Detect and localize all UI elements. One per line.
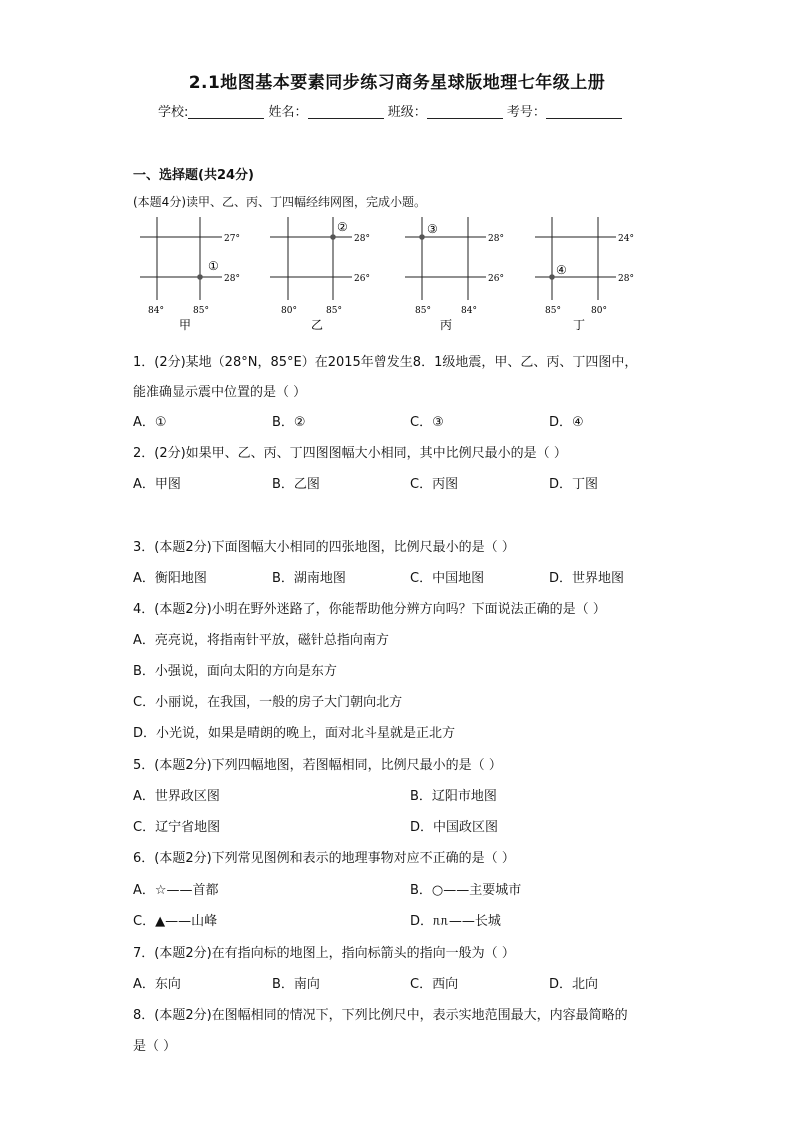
q2-option-b[interactable]: B．乙图 [272, 477, 320, 492]
q4-option-a[interactable]: A．亮亮说，将指南针平放，磁针总指向南方 [133, 633, 389, 648]
q1-option-c[interactable]: C．③ [410, 415, 444, 430]
location-dot [549, 274, 555, 280]
intro-text: (本题4分)读甲、乙、丙、丁四幅经纬网图，完成小题。 [133, 195, 427, 209]
exam-no-label: 考号： [506, 105, 546, 120]
long-label: 85° [545, 306, 561, 316]
marker-label: ③ [427, 222, 438, 236]
q4-option-c[interactable]: C．小丽说，在我国，一般的房子大门朝向北方 [133, 695, 403, 710]
q2-option-d[interactable]: D．丁图 [549, 477, 599, 492]
q6-option-d[interactable]: D．ᥰᥰ——长城 [410, 914, 501, 929]
marker-label: ② [337, 220, 348, 234]
location-dot [197, 274, 203, 280]
section-title: 一、选择题(共24分) [133, 168, 254, 183]
q4-option-d[interactable]: D．小光说，如果是晴朗的晚上，面对北斗星就是正北方 [133, 726, 456, 741]
long-label: 84° [461, 306, 477, 316]
question-2-text: 2．(2分)如果甲、乙、丙、丁四图图幅大小相同，其中比例尺最小的是（ ） [133, 446, 567, 461]
lat-label: 26° [354, 274, 370, 284]
question-1-text-cont: 能准确显示震中位置的是（ ） [133, 385, 307, 400]
q7-option-c[interactable]: C．西向 [410, 977, 459, 992]
figure-name: 乙 [311, 318, 324, 332]
lat-long-grids [130, 212, 650, 334]
lat-label: 28° [224, 274, 240, 284]
q4-option-b[interactable]: B．小强说，面向太阳的方向是东方 [133, 664, 337, 679]
lat-label: 26° [488, 274, 504, 284]
name-field[interactable] [308, 104, 384, 119]
q7-option-a[interactable]: A．东向 [133, 977, 181, 992]
grid-figure-jia [140, 217, 240, 332]
class-label: 班级： [387, 105, 427, 120]
question-8-text-cont: 是（ ） [133, 1039, 177, 1054]
exam-no-field[interactable] [546, 104, 622, 119]
q5-option-a[interactable]: A．世界政区图 [133, 789, 220, 804]
marker-label: ④ [556, 263, 567, 277]
name-label: 姓名： [268, 105, 308, 120]
q1-option-d[interactable]: D．④ [549, 415, 584, 430]
student-info-row [158, 101, 622, 120]
long-label: 85° [415, 306, 431, 316]
q5-option-d[interactable]: D．中国政区图 [410, 820, 499, 835]
lat-label: 27° [224, 234, 240, 244]
school-field[interactable] [188, 104, 264, 119]
q3-option-a[interactable]: A．衡阳地图 [133, 571, 207, 586]
lat-label: 24° [618, 234, 634, 244]
long-label: 85° [193, 306, 209, 316]
q7-option-b[interactable]: B．南向 [272, 977, 320, 992]
q2-option-c[interactable]: C．丙图 [410, 477, 459, 492]
school-label: 学校: [158, 105, 189, 120]
long-label: 80° [281, 306, 297, 316]
grid-figure-yi [270, 217, 370, 332]
q6-option-a[interactable]: A．☆——首都 [133, 883, 219, 898]
location-dot [330, 234, 336, 240]
q5-option-b[interactable]: B．辽阳市地图 [410, 789, 497, 804]
q5-option-c[interactable]: C．辽宁省地图 [133, 820, 221, 835]
q1-option-b[interactable]: B．② [272, 415, 306, 430]
long-label: 80° [591, 306, 607, 316]
q3-option-d[interactable]: D．世界地图 [549, 571, 625, 586]
lat-label: 28° [354, 234, 370, 244]
marker-label: ① [208, 259, 219, 273]
question-1-text: 1．(2分)某地（28°N，85°E）在2015年曾发生8．1级地震，甲、乙、丙、丁四图中， [133, 355, 638, 370]
question-7-text: 7．(本题2分)在有指向标的地图上，指向标箭头的指向一般为（ ） [133, 946, 515, 961]
question-4-text: 4．(本题2分)小明在野外迷路了，你能帮助他分辨方向吗？下面说法正确的是（ ） [133, 602, 606, 617]
document-title: 2.1地图基本要素同步练习商务星球版地理七年级上册 [188, 73, 606, 93]
q1-option-a[interactable]: A．① [133, 415, 167, 430]
grid-figure-bing [405, 217, 504, 332]
location-dot [419, 234, 425, 240]
figure-name: 甲 [179, 318, 192, 332]
figure-name: 丁 [573, 318, 586, 332]
long-label: 85° [326, 306, 342, 316]
q6-option-c[interactable]: C．▲——山峰 [133, 914, 218, 929]
class-field[interactable] [427, 104, 503, 119]
lat-label: 28° [618, 274, 634, 284]
question-5-text: 5．(本题2分)下列四幅地图，若图幅相同，比例尺最小的是（ ） [133, 758, 502, 773]
lat-label: 28° [488, 234, 504, 244]
figure-name: 丙 [440, 318, 453, 332]
question-6-text: 6．(本题2分)下列常见图例和表示的地理事物对应不正确的是（ ） [133, 851, 515, 866]
q7-option-d[interactable]: D．北向 [549, 977, 599, 992]
grid-figure-ding [535, 217, 634, 332]
q3-option-b[interactable]: B．湖南地图 [272, 571, 346, 586]
question-8-text: 8．(本题2分)在图幅相同的情况下，下列比例尺中，表示实地范围最大，内容最简略的 [133, 1008, 628, 1023]
question-3-text: 3．(本题2分)下面图幅大小相同的四张地图，比例尺最小的是（ ） [133, 540, 515, 555]
long-label: 84° [148, 306, 164, 316]
q2-option-a[interactable]: A．甲图 [133, 477, 181, 492]
q3-option-c[interactable]: C．中国地图 [410, 571, 485, 586]
q6-option-b[interactable]: B．○——主要城市 [410, 883, 522, 898]
